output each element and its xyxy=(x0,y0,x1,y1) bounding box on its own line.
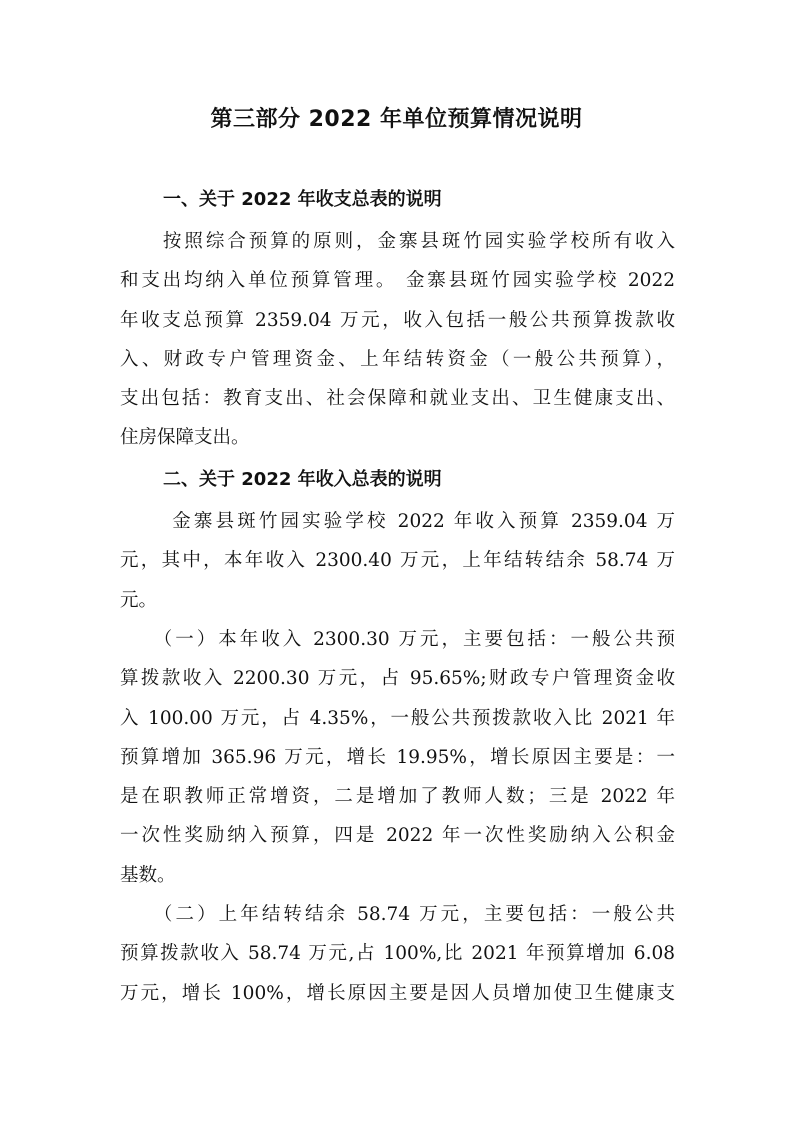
paragraph-line: 基数。 xyxy=(120,864,176,886)
paragraph-line: 支出包括：教育支出、社会保障和就业支出、卫生健康支出、 xyxy=(120,388,675,410)
paragraph-line: 一次性奖励纳入预算，四是 2022 年一次性奖励纳入公积金 xyxy=(120,825,675,847)
paragraph-line: 金寨县斑竹园实验学校 2022 年收入预算 2359.04 万 xyxy=(120,511,675,532)
paragraph-line: 入、财政专户管理资金、上年结转资金（一般公共预算）， xyxy=(120,348,675,370)
paragraph-line: 万元，增长 100%，增长原因主要是因人员增加使卫生健康支 xyxy=(120,982,675,1004)
section-2-paragraph-2 xyxy=(120,620,675,895)
paragraph-line: 算拨款收入 2200.30 万元，占 95.65%;财政专户管理资金收 xyxy=(120,668,675,690)
paragraph-line: 入 100.00 万元，占 4.35%，一般公共预拨款收入比 2021 年 xyxy=(120,707,675,729)
paragraph-line: 和支出均纳入单位预算管理。 金寨县斑竹园实验学校 2022 xyxy=(120,270,675,292)
paragraph-line: 年收支总预算 2359.04 万元，收入包括一般公共预算拨款收 xyxy=(120,309,675,331)
section-2-paragraph-1 xyxy=(120,502,675,620)
section-1-paragraph-1 xyxy=(120,222,675,458)
paragraph-line: 按照综合预算的原则，金寨县斑竹园实验学校所有收入 xyxy=(120,231,675,252)
paragraph-line: （二）上年结转结余 58.74 万元，主要包括：一般公共 xyxy=(120,904,675,925)
paragraph-line: 住房保障支出。 xyxy=(120,427,250,449)
page-title: 第三部分 2022 年单位预算情况说明 xyxy=(210,107,583,132)
paragraph-line: 预算增加 365.96 万元，增长 19.95%，增长原因主要是：一 xyxy=(120,746,675,768)
paragraph-line: 预算拨款收入 58.74 万元,占 100%,比 2021 年预算增加 6.08 xyxy=(120,943,675,965)
section-heading-1: 一、关于 2022 年收支总表的说明 xyxy=(163,189,442,210)
paragraph-line: （一）本年收入 2300.30 万元，主要包括：一般公共预 xyxy=(120,629,675,650)
paragraph-line: 元，其中，本年收入 2300.40 万元，上年结转结余 58.74 万 xyxy=(120,550,675,572)
paragraph-line: 是在职教师正常增资，二是增加了教师人数；三是 2022 年 xyxy=(120,786,675,808)
paragraph-line: 元。 xyxy=(120,589,158,611)
section-heading-2: 二、关于 2022 年收入总表的说明 xyxy=(163,469,442,490)
section-2-paragraph-3 xyxy=(120,895,675,1013)
